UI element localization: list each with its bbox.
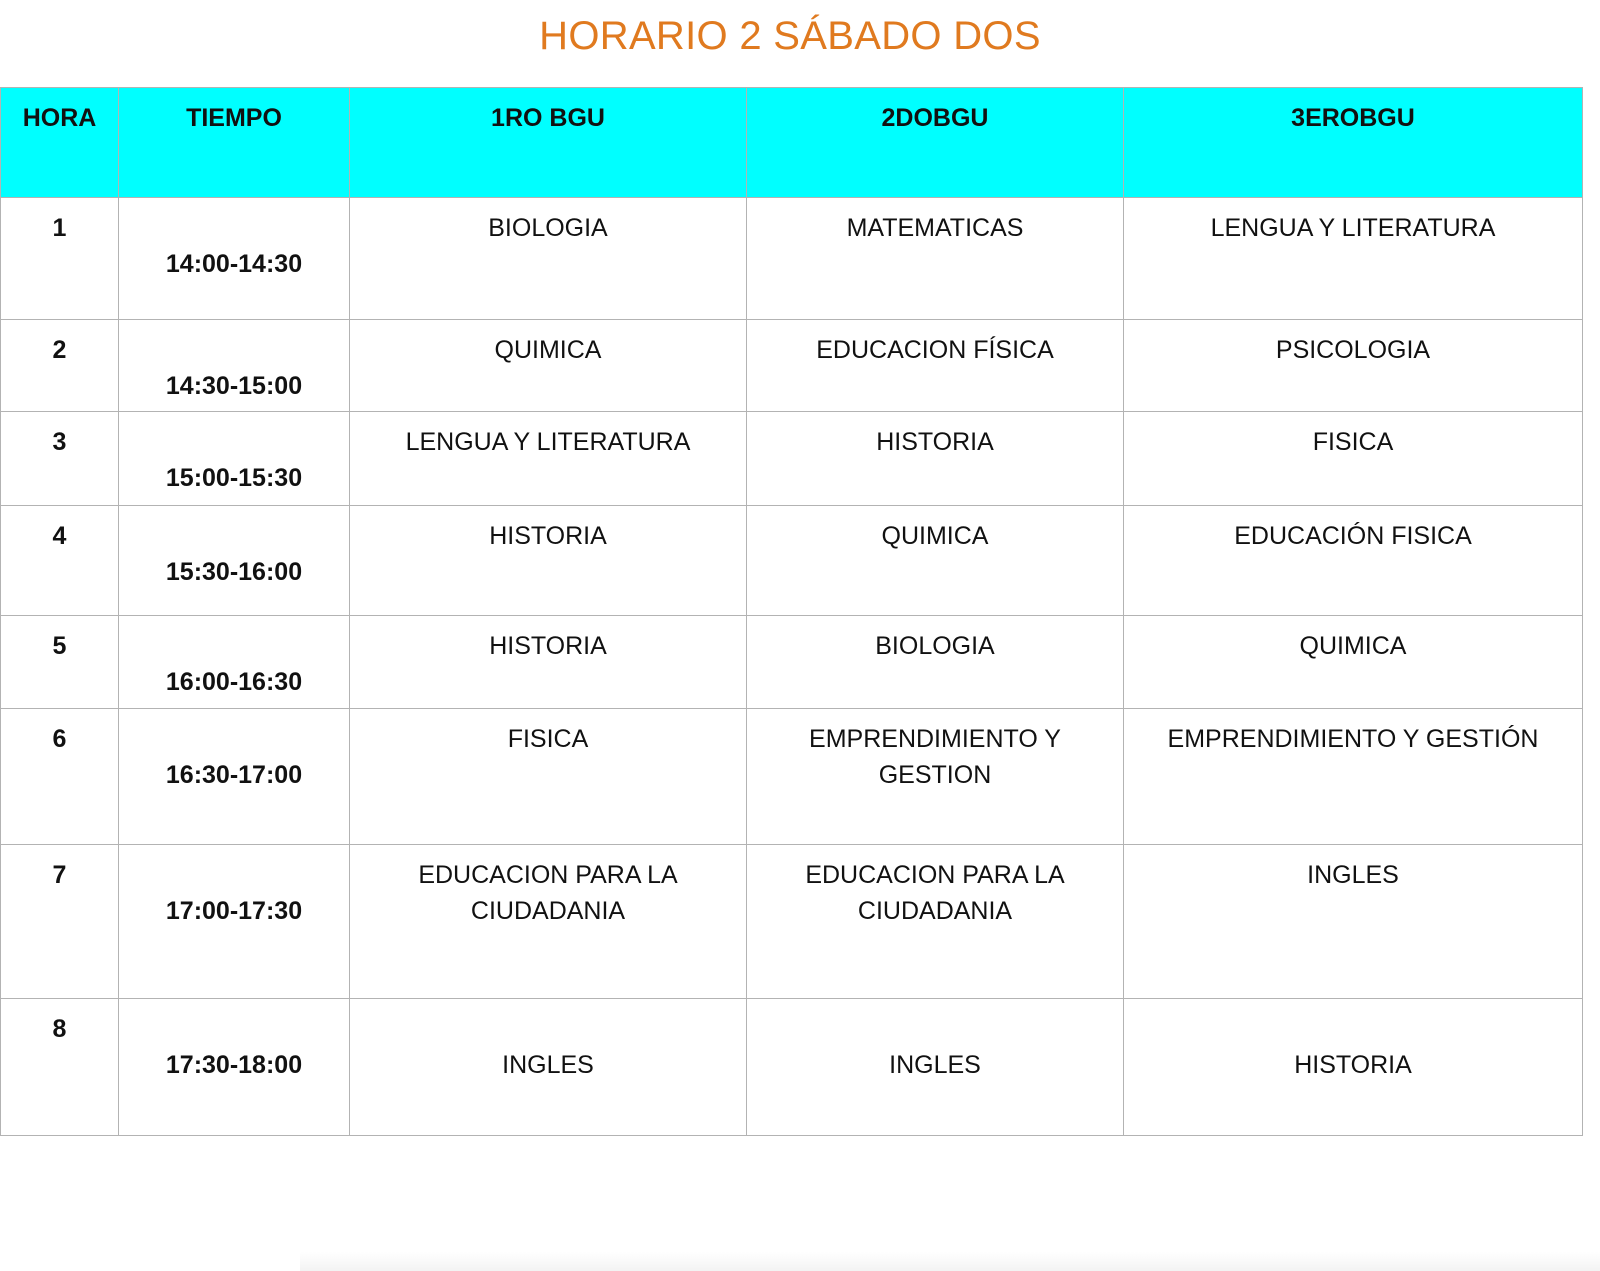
header-hora: HORA (1, 88, 119, 198)
tiempo-cell: 15:00-15:30 (119, 412, 350, 506)
subject-cell-3ero: LENGUA Y LITERATURA (1124, 198, 1583, 320)
bottom-shadow (300, 1252, 1600, 1271)
header-tiempo: TIEMPO (119, 88, 350, 198)
header-2do-bgu: 2DOBGU (747, 88, 1124, 198)
tiempo-cell: 15:30-16:00 (119, 506, 350, 616)
tiempo-cell: 14:00-14:30 (119, 198, 350, 320)
subject-cell-2do: EDUCACION FÍSICA (747, 320, 1124, 412)
subject-cell-1ro: QUIMICA (350, 320, 747, 412)
hora-cell: 2 (1, 320, 119, 412)
hora-cell: 1 (1, 198, 119, 320)
table-row (1, 616, 1583, 709)
subject-cell-3ero: QUIMICA (1124, 616, 1583, 709)
subject-cell-1ro: BIOLOGIA (350, 198, 747, 320)
tiempo-cell: 16:00-16:30 (119, 616, 350, 709)
hora-cell: 3 (1, 412, 119, 506)
subject-cell-2do: BIOLOGIA (747, 616, 1124, 709)
subject-cell-3ero: INGLES (1124, 845, 1583, 999)
subject-cell-3ero: EDUCACIÓN FISICA (1124, 506, 1583, 616)
page-title: HORARIO 2 SÁBADO DOS (539, 14, 1041, 58)
subject-cell-1ro: FISICA (350, 709, 747, 845)
schedule-table (0, 87, 1583, 1136)
subject-cell-2do: INGLES (747, 999, 1124, 1136)
table-row (1, 198, 1583, 320)
subject-cell-2do: HISTORIA (747, 412, 1124, 506)
hora-cell: 4 (1, 506, 119, 616)
table-row (1, 506, 1583, 616)
tiempo-cell: 16:30-17:00 (119, 709, 350, 845)
subject-cell-2do: EDUCACION PARA LA CIUDADANIA (747, 845, 1124, 999)
header-3ero-bgu: 3EROBGU (1124, 88, 1583, 198)
hora-cell: 6 (1, 709, 119, 845)
subject-cell-3ero: FISICA (1124, 412, 1583, 506)
subject-cell-2do: MATEMATICAS (747, 198, 1124, 320)
table-row (1, 412, 1583, 506)
subject-cell-3ero: EMPRENDIMIENTO Y GESTIÓN (1124, 709, 1583, 845)
subject-cell-1ro: LENGUA Y LITERATURA (350, 412, 747, 506)
tiempo-cell: 17:00-17:30 (119, 845, 350, 999)
hora-cell: 5 (1, 616, 119, 709)
hora-cell: 8 (1, 999, 119, 1136)
hora-cell: 7 (1, 845, 119, 999)
subject-cell-1ro: HISTORIA (350, 616, 747, 709)
tiempo-cell: 14:30-15:00 (119, 320, 350, 412)
table-row (1, 709, 1583, 845)
subject-cell-1ro: INGLES (350, 999, 747, 1136)
subject-cell-1ro: EDUCACION PARA LA CIUDADANIA (350, 845, 747, 999)
subject-cell-3ero: HISTORIA (1124, 999, 1583, 1136)
header-1ro-bgu: 1RO BGU (350, 88, 747, 198)
tiempo-cell: 17:30-18:00 (119, 999, 350, 1136)
subject-cell-3ero: PSICOLOGIA (1124, 320, 1583, 412)
header-row (1, 88, 1583, 198)
subject-cell-1ro: HISTORIA (350, 506, 747, 616)
subject-cell-2do: EMPRENDIMIENTO Y GESTION (747, 709, 1124, 845)
table-row (1, 320, 1583, 412)
subject-cell-2do: QUIMICA (747, 506, 1124, 616)
table-row (1, 999, 1583, 1136)
table-row (1, 845, 1583, 999)
